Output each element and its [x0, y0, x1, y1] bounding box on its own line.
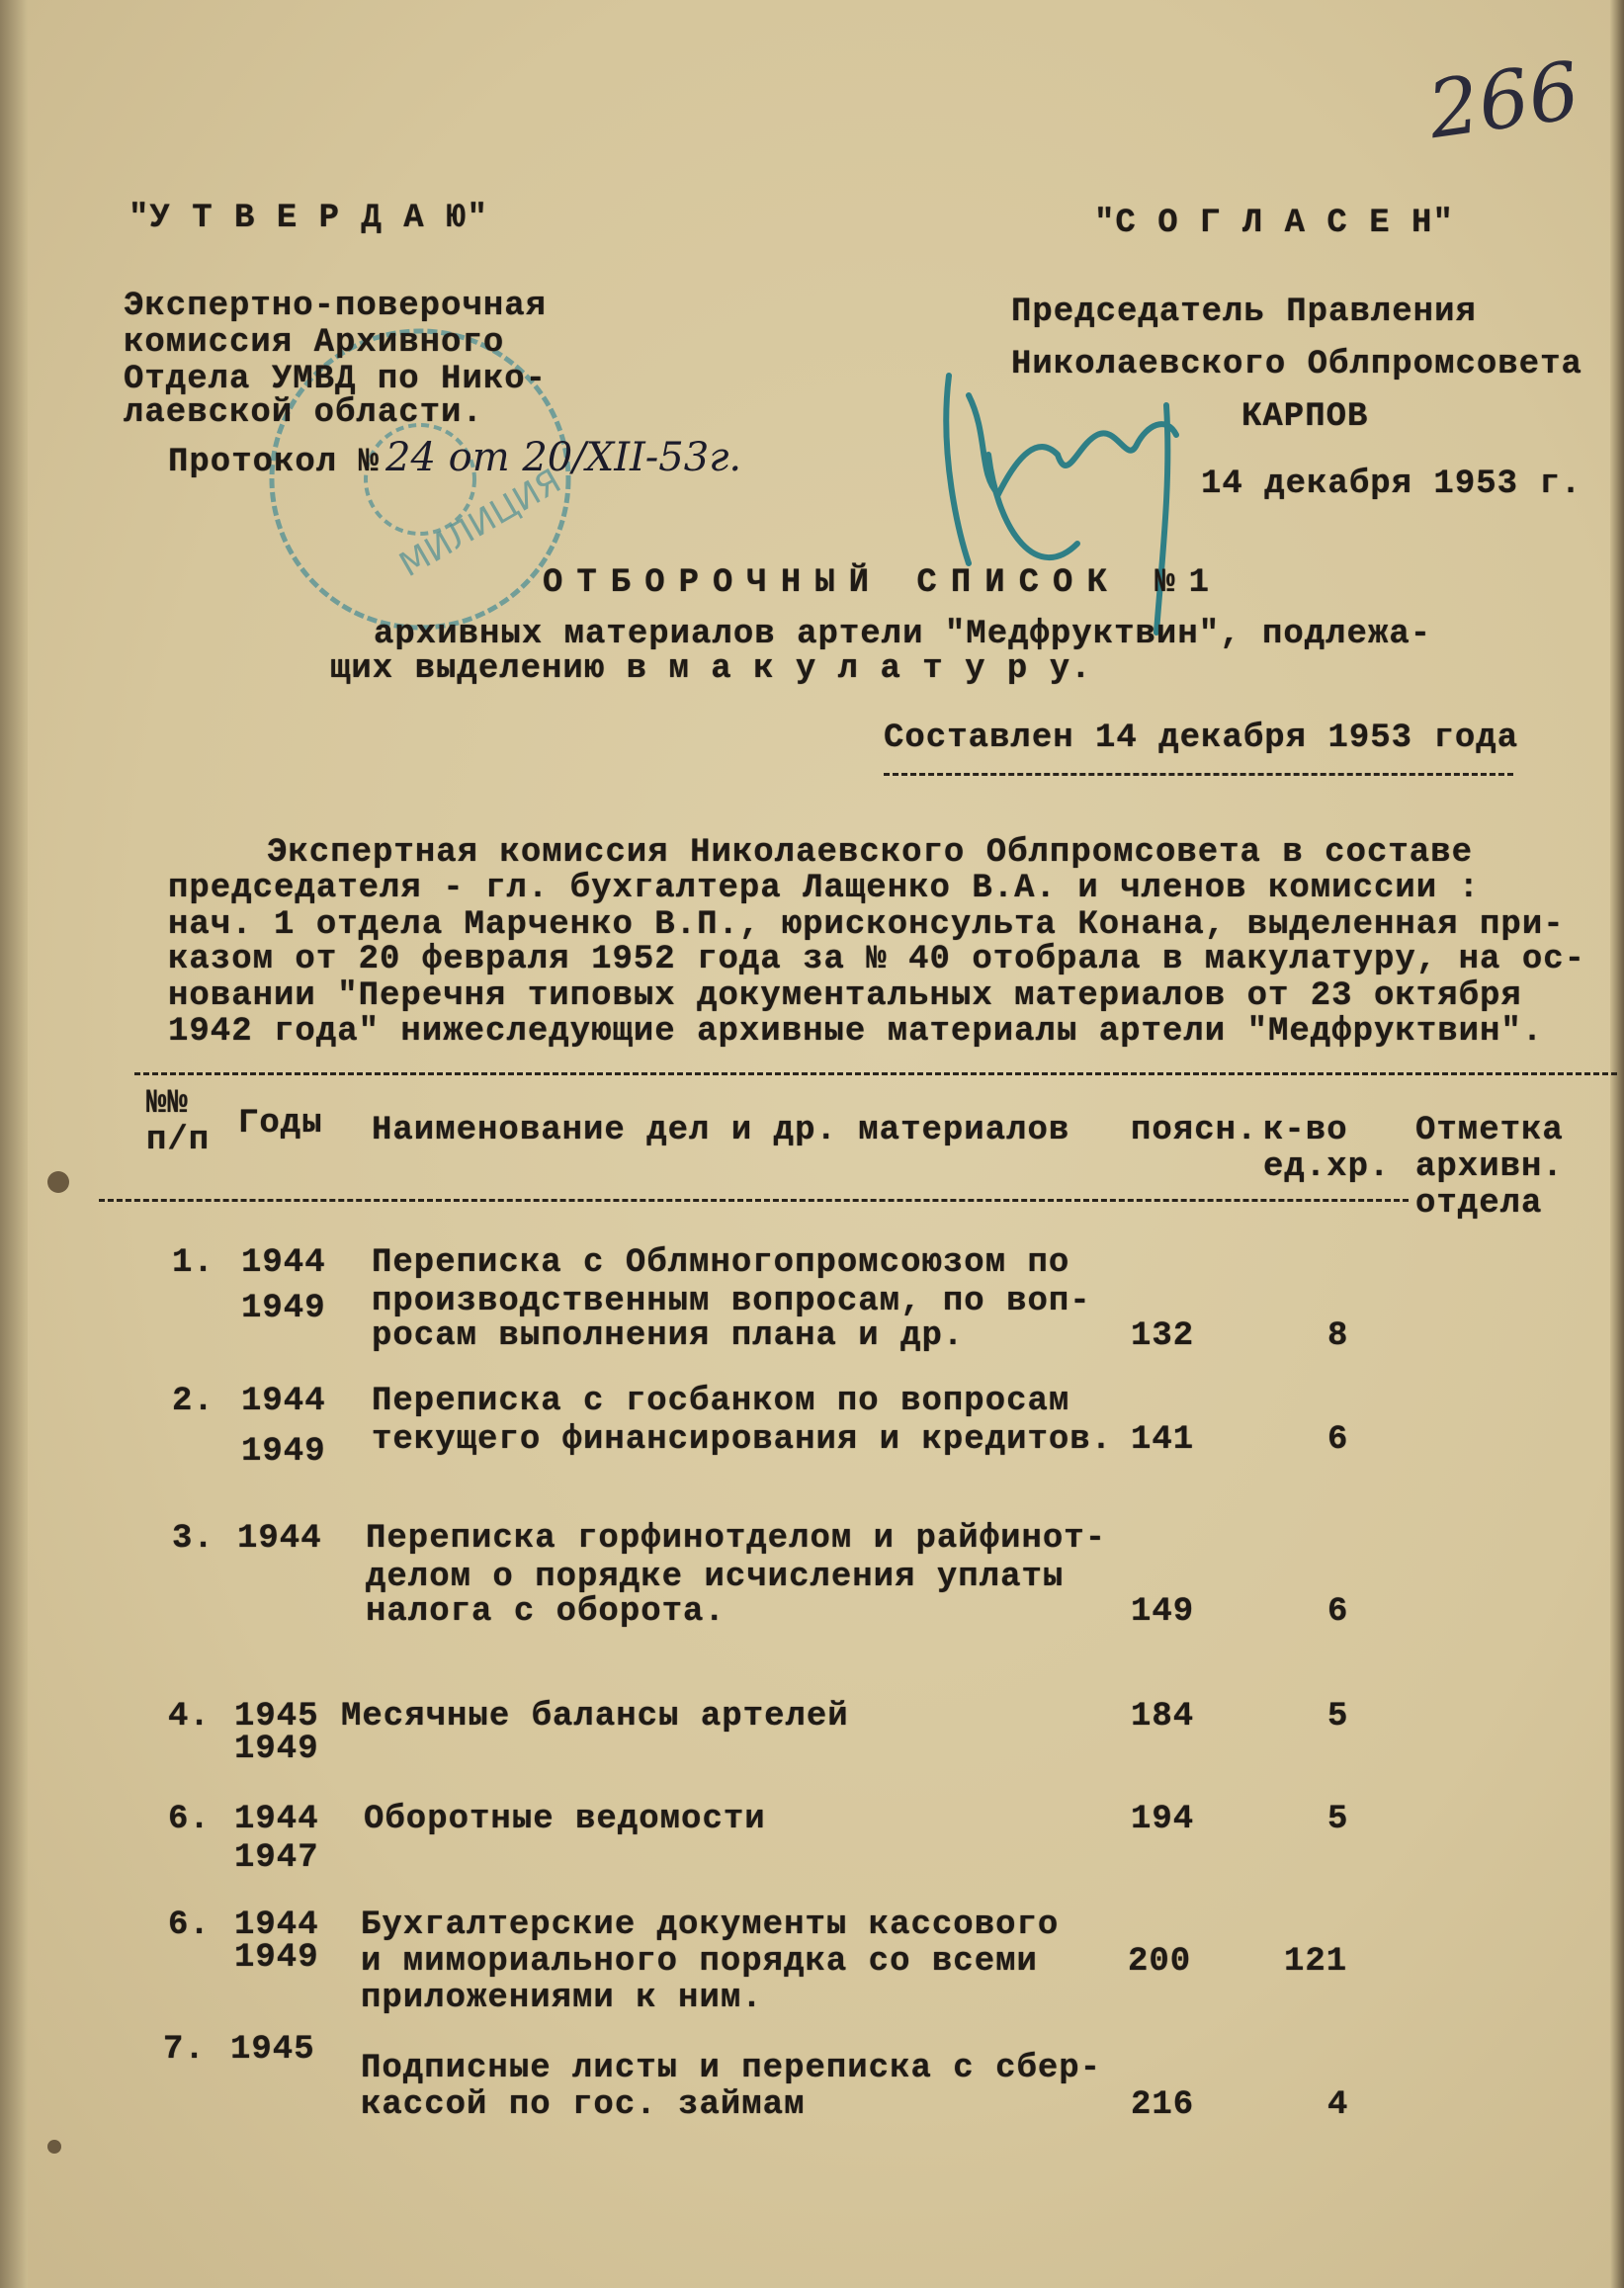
- row-year: 1949: [234, 1731, 319, 1768]
- approve-line: Экспертно-поверочная: [124, 288, 548, 325]
- row-year: 1944: [234, 1801, 319, 1838]
- header-mark: отдела: [1415, 1185, 1543, 1223]
- protocol-label: Протокол №: [168, 444, 381, 481]
- divider: [884, 773, 1513, 776]
- row-count: 6: [1327, 1593, 1349, 1631]
- row-num: 4.: [168, 1698, 211, 1736]
- paragraph-line: председателя - гл. бухгалтера Лащенко В.А. и членов комиссии :: [168, 870, 1481, 907]
- row-name: Переписка горфинотделом и райфинот-: [366, 1520, 1107, 1558]
- paragraph-line: нач. 1 отдела Марченко В.П., юрисконсульта Конана, выделенная при-: [168, 906, 1565, 944]
- row-count: 6: [1327, 1421, 1349, 1459]
- row-year: 1944: [241, 1383, 326, 1420]
- row-name: Бухгалтерские документы кассового: [361, 1907, 1060, 1944]
- header-years: Годы: [238, 1105, 323, 1143]
- row-explanation: 149: [1131, 1593, 1195, 1631]
- row-name: росам выполнения плана и др.: [372, 1317, 965, 1355]
- row-explanation: 132: [1131, 1317, 1195, 1355]
- header-num: п/п: [146, 1122, 211, 1159]
- row-year: 1949: [241, 1433, 326, 1471]
- row-year: 1944: [241, 1244, 326, 1282]
- paragraph-line: казом от 20 февраля 1952 года за № 40 отобрала в макулатуру, на ос-: [168, 941, 1586, 978]
- header-mark: архивн.: [1415, 1148, 1564, 1186]
- row-name: Переписка с госбанком по вопросам: [372, 1383, 1070, 1420]
- row-year: 1949: [241, 1290, 326, 1327]
- row-name: Подписные листы и переписка с сбер-: [361, 2050, 1102, 2087]
- row-name: кассой по гос. займам: [361, 2086, 806, 2124]
- document-subtitle: архивных материалов артели "Медфруктвин", подлежа-: [374, 616, 1432, 653]
- paragraph-line: 1942 года" нижеследующие архивные материалы артели "Медфруктвин".: [168, 1013, 1544, 1051]
- row-num: 2.: [172, 1383, 214, 1420]
- row-num: 1.: [172, 1244, 214, 1282]
- row-explanation: 141: [1131, 1421, 1195, 1459]
- punch-hole: [47, 1171, 69, 1193]
- row-num: 3.: [172, 1520, 214, 1558]
- row-name: налога с оборота.: [366, 1593, 726, 1631]
- agree-line: Николаевского Облпромсовета: [1011, 346, 1582, 383]
- compiled-date: Составлен 14 декабря 1953 года: [884, 720, 1519, 757]
- row-year: 1945: [230, 2031, 315, 2069]
- row-count: 4: [1327, 2086, 1349, 2124]
- paragraph-line: Экспертная комиссия Николаевского Облпромсовета в составе: [267, 834, 1473, 872]
- row-name: Переписка с Облмногопромсоюзом по: [372, 1244, 1070, 1282]
- row-name: Оборотные ведомости: [364, 1801, 766, 1838]
- paper-right-edge: [1610, 0, 1624, 2288]
- header-num: №№: [146, 1085, 189, 1123]
- row-count: 5: [1327, 1698, 1349, 1736]
- row-explanation: 216: [1131, 2086, 1195, 2124]
- svg-text:МИЛИЦИЯ: МИЛИЦИЯ: [392, 461, 568, 586]
- agree-name: КАРПОВ: [1241, 398, 1369, 436]
- row-name: Месячные балансы артелей: [341, 1698, 849, 1736]
- row-explanation: 184: [1131, 1698, 1195, 1736]
- protocol-handwritten: 24 от 20/XII-53г.: [385, 435, 742, 480]
- row-num: 7.: [163, 2031, 206, 2069]
- row-count: 121: [1284, 1943, 1348, 1981]
- row-year: 1944: [234, 1907, 319, 1944]
- page-number: 266: [1422, 43, 1585, 157]
- approve-line: комиссия Архивного: [124, 324, 505, 362]
- row-count: 5: [1327, 1801, 1349, 1838]
- signature: [929, 336, 1226, 652]
- approve-line: лаевской области.: [124, 394, 483, 432]
- row-name: и мимориального порядка со всеми: [361, 1943, 1038, 1981]
- approve-heading: "У Т В Е Р Д А Ю": [128, 200, 488, 237]
- row-explanation: 200: [1128, 1943, 1192, 1981]
- row-explanation: 194: [1131, 1801, 1195, 1838]
- punch-hole: [47, 2140, 61, 2154]
- agree-heading: "С О Г Л А С Е Н": [1094, 205, 1454, 242]
- agree-date: 14 декабря 1953 г.: [1201, 466, 1582, 503]
- header-mark: Отметка: [1415, 1112, 1564, 1149]
- row-year: 1945: [234, 1698, 319, 1736]
- document-subtitle: щих выделению в м а к у л а т у р у.: [330, 650, 1092, 688]
- paper-left-edge: [0, 0, 28, 2288]
- row-num: 6.: [168, 1907, 211, 1944]
- row-name: приложениями к ним.: [361, 1980, 763, 2017]
- header-count: к-во: [1263, 1112, 1348, 1149]
- document-title: ОТБОРОЧНЫЙ СПИСОК №1: [543, 564, 1224, 602]
- agree-line: Председатель Правления: [1011, 294, 1477, 331]
- paragraph-line: новании "Перечня типовых документальных материалов от 23 октября: [168, 977, 1522, 1015]
- row-name: производственным вопросам, по воп-: [372, 1283, 1091, 1320]
- row-name: делом о порядке исчисления уплаты: [366, 1559, 1065, 1596]
- header-name: Наименование дел и др. материалов: [372, 1112, 1070, 1149]
- row-count: 8: [1327, 1317, 1349, 1355]
- row-year: 1944: [237, 1520, 322, 1558]
- row-name: текущего финансирования и кредитов.: [372, 1421, 1113, 1459]
- table-header-rule: [99, 1199, 1409, 1202]
- table-top-rule: [134, 1072, 1617, 1075]
- row-year: 1949: [234, 1939, 319, 1977]
- row-num: 6.: [168, 1801, 211, 1838]
- row-year: 1947: [234, 1839, 319, 1877]
- approve-line: Отдела УМВД по Нико-: [124, 361, 548, 398]
- header-count: ед.хр.: [1263, 1148, 1391, 1186]
- header-explanation: поясн.: [1131, 1112, 1258, 1149]
